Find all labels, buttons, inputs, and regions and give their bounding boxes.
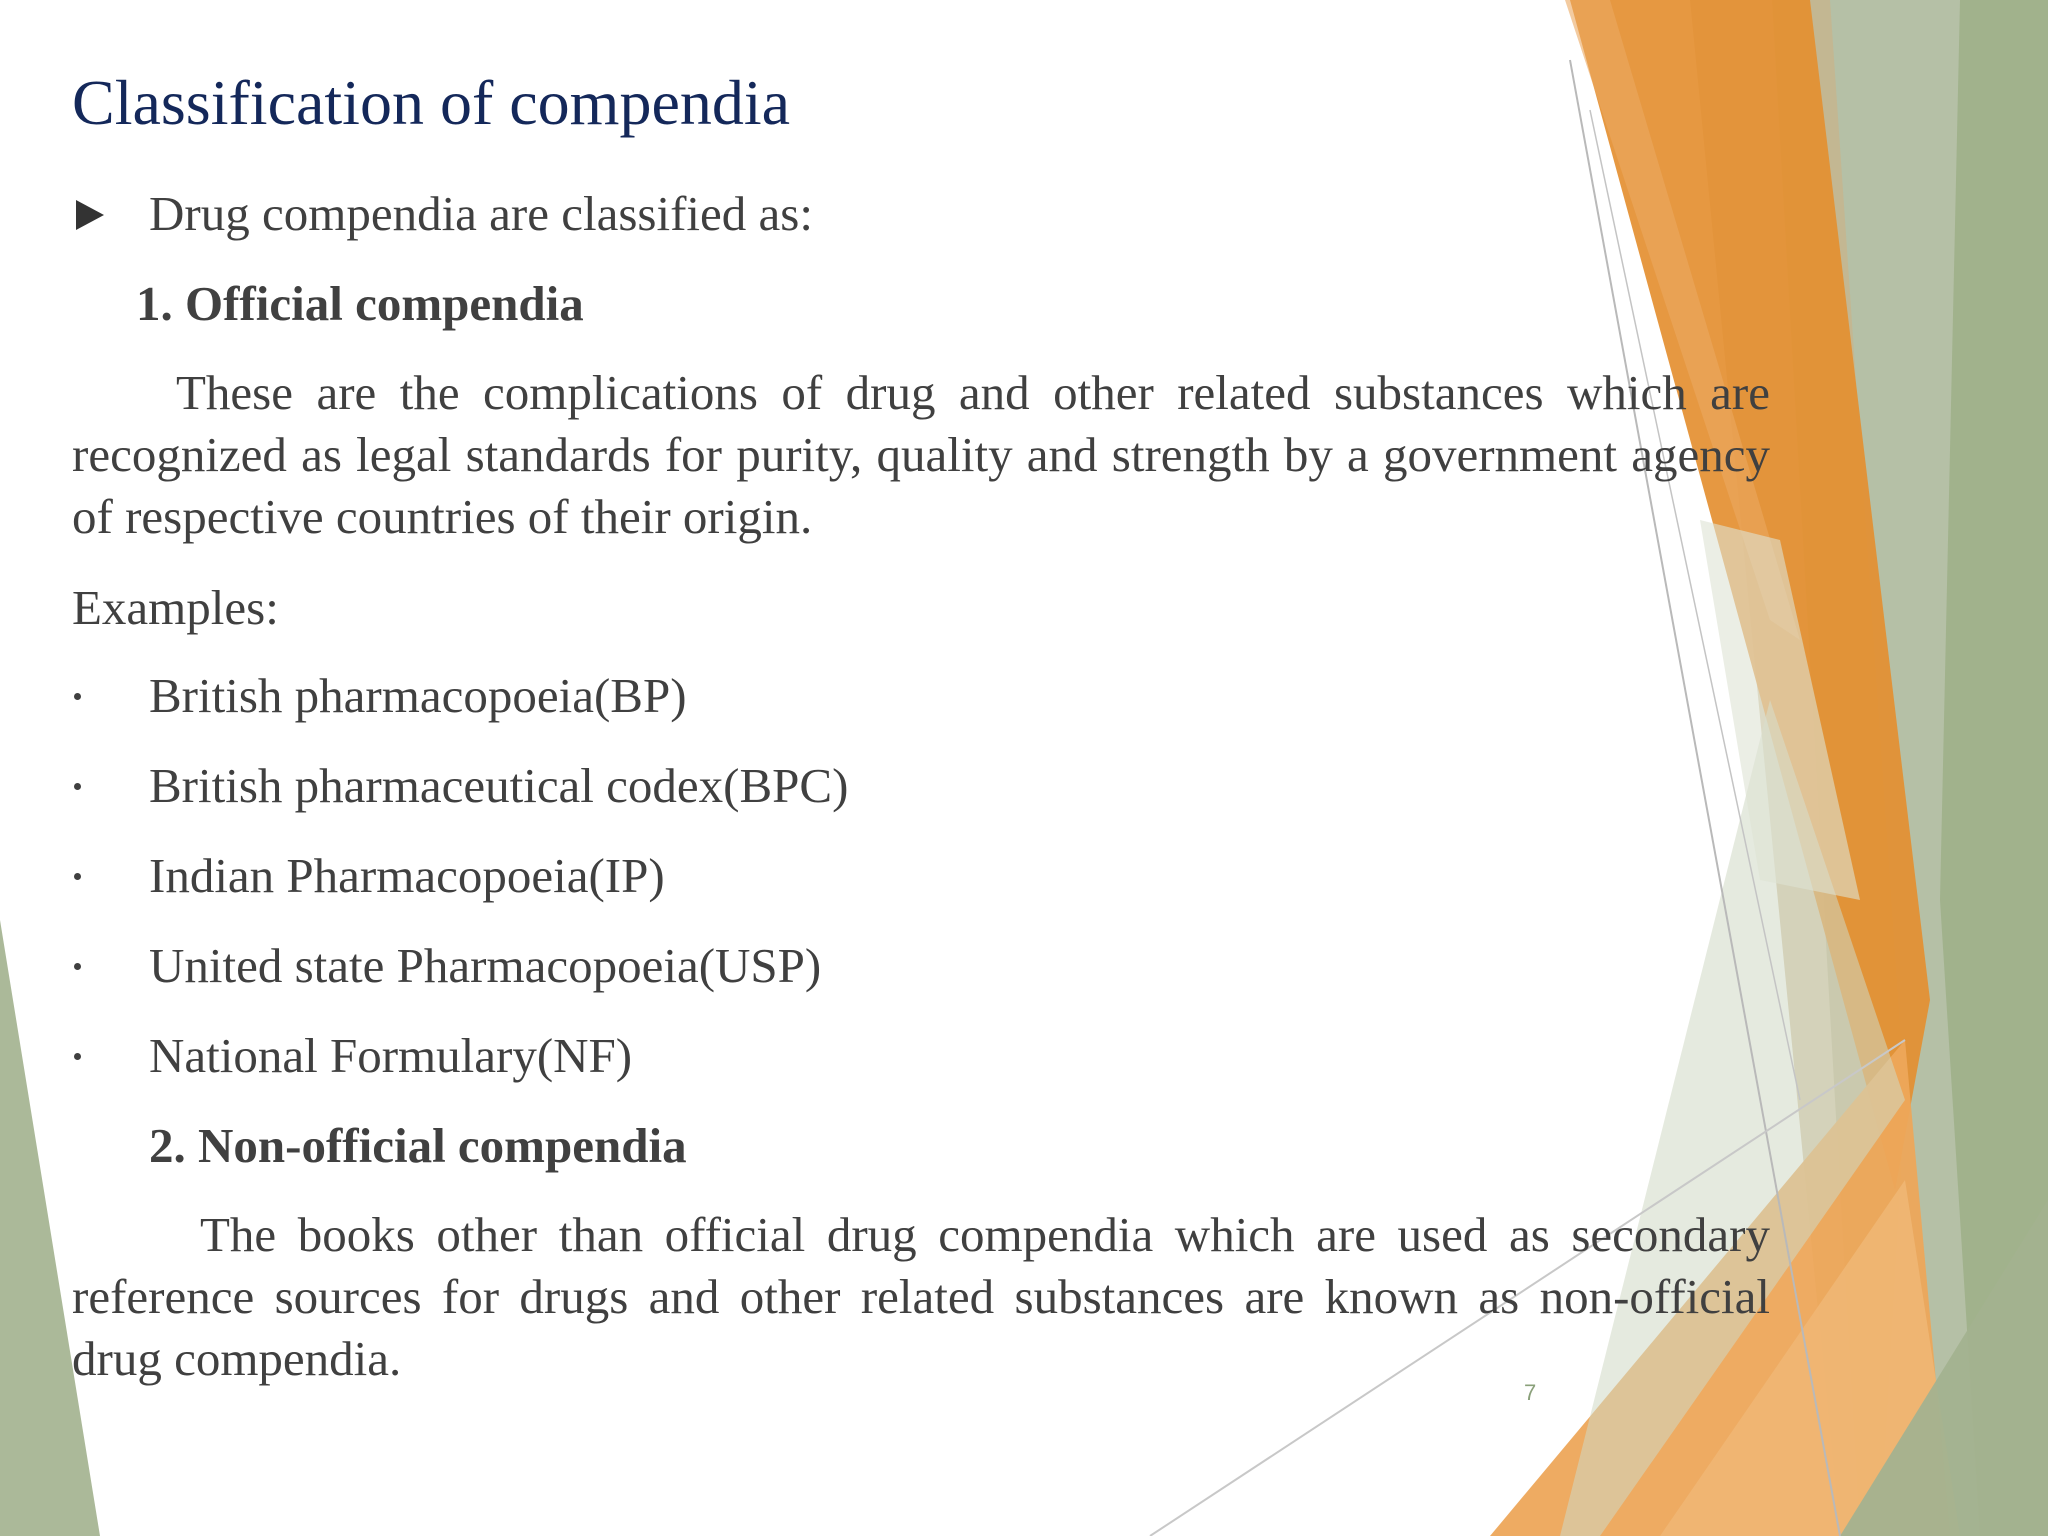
bullet-dot-icon bbox=[74, 693, 81, 700]
section-official-heading: 1. Official compendia bbox=[136, 276, 584, 331]
list-item-text: National Formulary(NF) bbox=[149, 1028, 633, 1083]
section-official-paragraph: These are the complications of drug and other related substances which are recognized as legal standards for purity, quality and strength by a government agency of respective countries of their origin. bbox=[72, 365, 1770, 544]
page-number: 7 bbox=[1524, 1380, 1537, 1405]
list-item-text: United state Pharmacopoeia(USP) bbox=[149, 938, 822, 993]
triangle-bullet-icon bbox=[76, 200, 104, 230]
section-non-official-paragraph: The books other than official drug compendia which are used as secondary reference sources for drugs and other related substances are known as non-official drug compendia. bbox=[72, 1207, 1770, 1386]
list-item-text: British pharmaceutical codex(BPC) bbox=[149, 758, 849, 813]
intro-text: Drug compendia are classified as: bbox=[149, 186, 813, 241]
list-item-text: British pharmacopoeia(BP) bbox=[149, 668, 687, 723]
bullet-dot-icon bbox=[74, 963, 81, 970]
slide-title: Classification of compendia bbox=[72, 67, 791, 138]
bullet-dot-icon bbox=[74, 783, 81, 790]
section-non-official-heading: 2. Non-official compendia bbox=[149, 1118, 687, 1173]
list-item-text: Indian Pharmacopoeia(IP) bbox=[149, 848, 665, 903]
bullet-dot-icon bbox=[74, 873, 81, 880]
examples-label: Examples: bbox=[72, 580, 279, 635]
bullet-dot-icon bbox=[74, 1053, 81, 1060]
